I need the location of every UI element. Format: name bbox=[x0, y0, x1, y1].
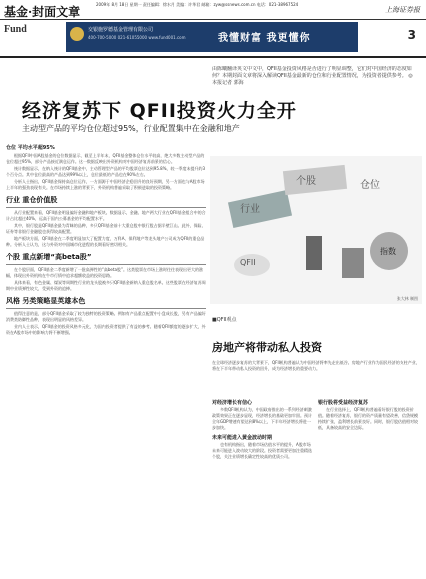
page-number: 3 bbox=[407, 28, 416, 42]
section-subhead: 银行股将受益经济复苏 bbox=[318, 400, 369, 406]
banner-company-name: 交银施罗德基金管理有限公司 bbox=[88, 27, 154, 33]
paragraph: 从行业配置来看，QFII基金明显偏好金融和地产板块。数据显示，金融、地产两大行业在QFII基金组合中的合计占比超过40%，远高于国内公募基金的平均配置水平。 bbox=[6, 210, 206, 221]
paragraph: 地产板块方面，QFII基金在二季度明显加大了配置力度，万科A、保利地产等龙头地产公司成为QFII的重仓品种。分析人士认为，这与外资对中国城市化进程的长期看好密切相关。 bbox=[6, 236, 205, 247]
banner-contact: 400-700-5000 021-61055000 www.fund001.com bbox=[88, 35, 186, 40]
paragraph: 多数QFII机构认为，中国政府推出的一系列经济刺激政策效果正在逐步显现，经济增长的基础更加牢固。预计全年GDP增速有望达到8%以上，下半年经济增长将进一步加快。 bbox=[212, 407, 312, 430]
section-subhead: 行业 重仓价值股 bbox=[6, 196, 58, 204]
illus-word-position: 仓位 bbox=[360, 180, 380, 191]
section-subhead: 风格 另类策略显英雄本色 bbox=[6, 297, 86, 305]
article-title: 房地产将带动私人投资 bbox=[212, 341, 322, 354]
illus-word-industry: 行业 bbox=[240, 204, 260, 215]
article-byline: 仓位 平均水平超95% bbox=[6, 145, 55, 151]
section-subhead: 未来可能进入黄金波动时期 bbox=[212, 435, 273, 441]
paragraph: 值得注意的是，部分QFII基金采取了较为独特的投资策略。例如有产品重点配置中小盘成长股，另有产品偏好消费类防御性品种，表现出明显的风格差异。 bbox=[6, 311, 206, 322]
paragraph: 根据QFII中国A股基金的仓位数据显示，截至上半年末，QFII基金整体仓位水平较高，绝大多数主动型产品的仓位超过95%，部分产品接近满仓运作。这一数据反映出外资机构对中国经济复苏前景的信心。 bbox=[6, 153, 205, 164]
article-column-right bbox=[318, 396, 418, 574]
section-subhead: 个股 重点新增“高beta股” bbox=[6, 253, 92, 261]
advertisement-banner[interactable] bbox=[66, 22, 358, 52]
paragraph: 在行业选择上，QFII机构普遍看好银行股的投资价值。随着经济复苏，银行的资产质量有望改善，信贷规模持续扩张，盈利增长前景良好。同时，银行股估值相对较低，具备较高的安全边际。 bbox=[318, 407, 418, 430]
paragraph: 业内人士表示，QFII基金的投资风格多元化，为国内投资者提供了有益的参考。随着QFII额度的逐步扩大，外资在A股市场中的影响力将不断增强。 bbox=[6, 324, 206, 335]
illustration-credit: 张大林 制图 bbox=[396, 296, 418, 301]
subhead-rule bbox=[6, 207, 206, 208]
illus-word-stock: 个股 bbox=[296, 176, 316, 187]
cover-article-body bbox=[6, 144, 206, 574]
newspaper-name: 上海证券报 bbox=[385, 6, 420, 14]
illus-word-index: 指数 bbox=[380, 247, 396, 256]
issue-meta-line: 2009年 8月 18日 星期一 责任编辑：徐水月 美编：许华君 邮箱：zyw@ssnews.com.cn 电话：021-38967524 bbox=[96, 2, 299, 7]
article-tag: ■QFII观点 bbox=[212, 317, 237, 323]
lead-summary: 由陈曦翻译英文中文中，QFII基金投资风格是否进行了明显调整，它们对中国经济的态度如何？本期封面文章将深入解读QFII基金最新的仓位和行业配置情况，为投资者提供参考。 ◎本报记者 郭海 bbox=[212, 66, 413, 86]
paragraph: 也有机构指出，随着市场估值水平的提升，A股市场未来可能进入波动较大的阶段。投资者需要更加注重精选个股，关注业绩增长确定性较高的优质公司。 bbox=[212, 442, 312, 459]
header-divider bbox=[0, 56, 426, 58]
illus-arrow-shape bbox=[228, 190, 292, 228]
paragraph: 其中，银行股是QFII基金最为青睐的品种，多只QFII基金前十大重仓股中银行股占据半壁江山。此外，保险、证券等非银行金融股也获得较高配置。 bbox=[6, 223, 206, 234]
paragraph: 在个股层面，QFII基金二季度新增了一批高弹性的“高beta股”。这类股票在市场上涨时往往表现出更大的涨幅，体现出外资机构在牛市行情中追求超额收益的投资思路。 bbox=[6, 267, 203, 278]
illus-word-qfii: QFII bbox=[240, 258, 256, 267]
paragraph: 具体来看，有色金属、煤炭等周期性行业的龙头股被多只QFII基金新纳入重仓股名单。这些股票在经济复苏周期中业绩弹性较大，受到外资的追捧。 bbox=[6, 280, 206, 291]
paragraph: 统计数据显示，在纳入统计的QFII基金中，主动管理型产品的平均股票仓位达到95.8%，较一季度末提升约3个百分点。其中仓位最高的产品达到99%以上，仓位最低的产品也在90%左右。 bbox=[6, 166, 206, 177]
banner-slogan: 我懂财富 我更懂你 bbox=[218, 33, 311, 44]
company-logo-icon bbox=[70, 27, 84, 41]
sub-headline: 主动型产品的平均仓位超过95%，行业配置集中在金融和地产 bbox=[22, 124, 240, 133]
illus-box-shape bbox=[342, 248, 364, 278]
paragraph: 分析人士指出，QFII基金保持高仓位运作，一方面源于中国经济企稳回升的良好预期，另一方面也与A股市场上半年的强劲表现有关。在市场持续上涨的背景下，外资机构普遍采取了积极进取的投资策略。 bbox=[6, 179, 205, 190]
cover-illustration bbox=[210, 156, 422, 304]
illus-figure-shape bbox=[306, 236, 322, 270]
fund-label: Fund bbox=[4, 24, 27, 35]
page-header bbox=[0, 0, 426, 20]
main-headline: 经济复苏下 QFII投资火力全开 bbox=[22, 100, 297, 122]
article-lead: 在全球经济逐步复苏的大背景下，QFII机构普遍认为中国经济将率先走出低谷。房地产行业作为国民经济的支柱产业，将在下半年带动私人投资的回升，成为经济增长的重要动力。 bbox=[212, 360, 420, 371]
section-name: 基金·封面文章 bbox=[4, 5, 81, 19]
article-column-left bbox=[212, 396, 312, 574]
subhead-rule bbox=[6, 264, 206, 265]
subhead-rule bbox=[6, 308, 206, 309]
section-subhead: 对经济增长有信心 bbox=[212, 400, 253, 406]
